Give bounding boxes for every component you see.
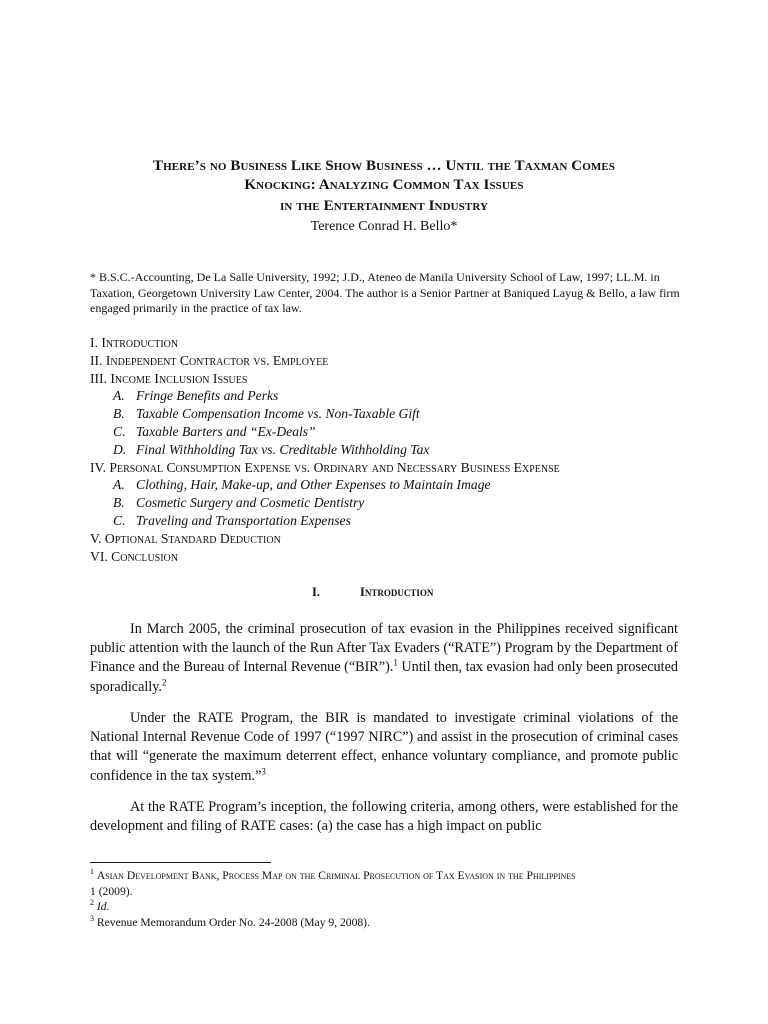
- toc-item-letter: C.: [113, 512, 126, 528]
- footnote-3-number: 3: [90, 913, 94, 923]
- toc-item-letter: B.: [113, 406, 125, 422]
- toc-item-label: Taxable Barters and “Ex-Deals”: [136, 423, 316, 439]
- toc-item-number: I.: [90, 335, 98, 350]
- toc-item-letter: D.: [113, 441, 127, 457]
- paragraph-2-text: Under the RATE Program, the BIR is mandated to investigate criminal violations of the National Internal Revenue Code of 1997 (“1997 NIRC”) and assist in the prosecution of criminal cases that will “generate the maximum deterrent effect, enhance voluntary compliance, and promote public confidence in the tax system.”: [90, 710, 678, 784]
- toc-item[interactable]: [90, 387, 690, 405]
- toc-item-label: Traveling and Transportation Expenses: [136, 512, 351, 528]
- paragraph-3: At the RATE Program’s inception, the following criteria, among others, were established for the development and filing of RATE cases: (a) the case has a high impact on public: [90, 799, 678, 835]
- toc-item-label: Conclusion: [111, 548, 179, 564]
- title-line-3: in the Entertainment Industry: [279, 198, 489, 214]
- table-of-contents: [90, 334, 690, 565]
- toc-item[interactable]: [90, 334, 690, 352]
- toc-item[interactable]: [90, 405, 690, 423]
- footnote-3-text: Revenue Memorandum Order No. 24-2008 (May 9, 2008).: [96, 915, 370, 929]
- paragraph-1-text-2: Until then, tax evasion had only been prosecuted sporadically.: [90, 659, 678, 695]
- toc-item[interactable]: [90, 370, 690, 388]
- footnotes: [90, 868, 690, 930]
- footnote-divider: [90, 862, 271, 863]
- toc-item-label: Final Withholding Tax vs. Creditable Withholding Tax: [136, 441, 430, 457]
- toc-item-label: Fringe Benefits and Perks: [136, 388, 279, 404]
- author-note: * B.S.C.-Accounting, De La Salle University, 1992; J.D., Ateneo de Manila University School of Law, 1997; LL.M. in Taxation, Georgetown University Law Center, 2004. The author is a Senior Partner at Baniqued Layug & Bello, a law firm engaged primarily in the practice of tax law.: [90, 270, 680, 315]
- toc-item-label: Clothing, Hair, Make-up, and Other Expenses to Maintain Image: [136, 477, 491, 493]
- title-line-1: There’s no Business Like Show Business … Until the Taxman Comes: [152, 158, 616, 174]
- footnote-ref-1[interactable]: 1: [393, 657, 398, 668]
- toc-item[interactable]: [90, 352, 690, 370]
- toc-item[interactable]: [90, 548, 690, 566]
- toc-item-number: II.: [90, 352, 103, 368]
- toc-item-label: Independent Contractor vs. Employee: [105, 352, 329, 368]
- toc-item-label: Optional Standard Deduction: [104, 530, 281, 546]
- footnote-1: [90, 868, 690, 899]
- paragraph-2: [90, 709, 678, 786]
- footnote-1-number: 1: [90, 867, 94, 877]
- toc-item[interactable]: [90, 459, 690, 477]
- toc-item-letter: B.: [113, 495, 125, 511]
- toc-item-letter: C.: [113, 423, 126, 439]
- paragraph-1-text: In March 2005, the criminal prosecution of tax evasion in the Philippines received significant public attention with the launch of the Run After Tax Evaders (“RATE”) Program by the Department of Finance and the Bureau of Internal Revenue (“BIR”).: [90, 621, 678, 676]
- toc-item-number: III.: [90, 370, 107, 386]
- toc-item-letter: A.: [113, 477, 125, 493]
- title-line-2: Knocking: Analyzing Common Tax Issues: [244, 177, 524, 193]
- toc-item[interactable]: [90, 530, 690, 548]
- footnote-1-source: Asian Development Bank, Process Map on the Criminal Prosecution of Tax Evasion in the Philippines: [96, 869, 576, 882]
- footnote-2: [90, 899, 690, 915]
- toc-item-label: Cosmetic Surgery and Cosmetic Dentistry: [136, 495, 365, 511]
- footnote-ref-3[interactable]: 3: [261, 765, 266, 776]
- toc-item[interactable]: [90, 494, 690, 512]
- toc-item-label: Income Inclusion Issues: [110, 370, 248, 386]
- section-title: Introduction: [360, 585, 434, 599]
- toc-item-number: VI.: [90, 548, 108, 564]
- footnote-1-page: 1 (2009).: [90, 884, 133, 898]
- toc-item[interactable]: [90, 423, 690, 441]
- toc-item-number: V.: [90, 530, 102, 546]
- toc-item[interactable]: [90, 441, 690, 459]
- toc-item-letter: A.: [113, 388, 125, 404]
- footnote-2-text: Id.: [96, 900, 110, 913]
- toc-item[interactable]: [90, 476, 690, 494]
- paragraph-1: [90, 620, 678, 697]
- toc-item-label: Personal Consumption Expense vs. Ordinary and Necessary Business Expense: [109, 459, 560, 475]
- footnote-ref-2[interactable]: 2: [161, 676, 167, 687]
- footnote-3: [90, 915, 690, 931]
- toc-item-label: Taxable Compensation Income vs. Non-Taxable Gift: [136, 406, 420, 422]
- toc-item-label: Introduction: [101, 335, 179, 350]
- author-name: Terence Conrad H. Bello*: [310, 219, 458, 234]
- section-number: I.: [312, 585, 320, 599]
- footnote-2-number: 2: [90, 898, 94, 908]
- toc-item[interactable]: [90, 512, 690, 530]
- toc-item-number: IV.: [90, 459, 106, 475]
